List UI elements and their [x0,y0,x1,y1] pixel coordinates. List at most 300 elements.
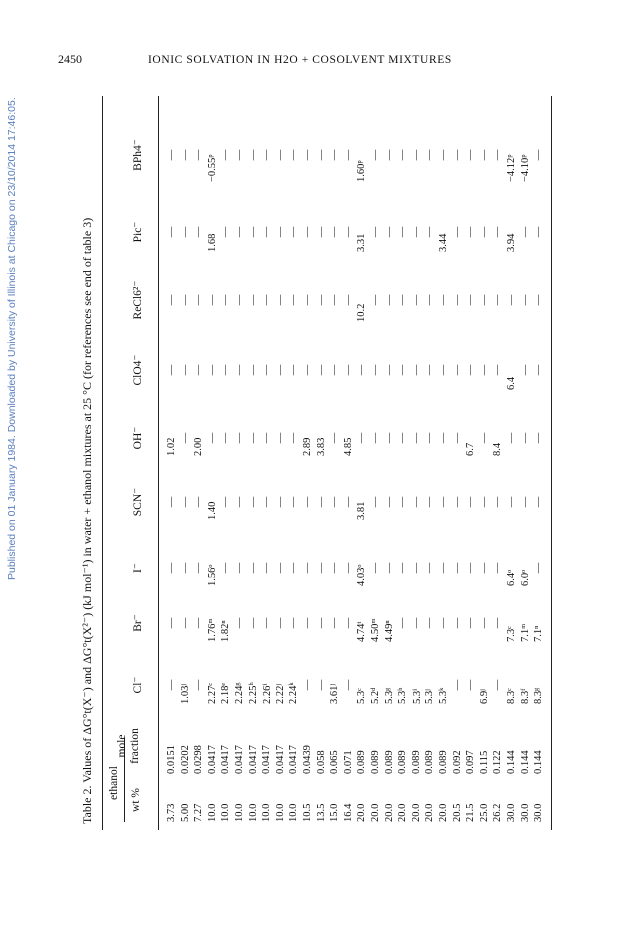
table-cell: — [342,496,354,508]
table-cell: — [465,679,477,691]
table-cell: 1.56ᵒ [206,564,218,586]
table-cell: 0.0417 [220,745,232,774]
table-cell: — [302,149,313,161]
table-cell: 10.0 [206,803,218,822]
table-cell: 10.5 [302,803,313,822]
table-cell: — [166,294,177,306]
table-cell: — [166,149,177,161]
table-cell: — [274,364,286,376]
table-cell: — [383,149,395,161]
table-cell: — [438,562,449,574]
table-cell: −4.10ᵖ [519,154,531,182]
table-caption: Table 2. Values of ΔG°t(X⁻) and ΔG°t(X²⁻) (kJ mol⁻¹) in water + ethanol mixtures at 25 °C (for references see end of table 3) [80,217,94,824]
table-cell: — [424,364,436,376]
table-cell: — [220,496,232,508]
table-cell: 5.3ᶜ [356,688,368,704]
table-cell: — [302,226,313,238]
column-header: Pic⁻ [132,221,144,243]
table-cell: 30.0 [519,803,531,822]
table-cell: 0.065 [329,750,341,774]
table-cell: — [383,226,395,238]
table-cell: 20.0 [356,803,368,822]
table-cell: — [220,226,232,238]
table-cell: 7.27 [193,803,205,822]
table-cell: — [220,562,232,574]
table-cell: 1.76ᵐ [206,618,218,642]
table-cell: — [179,432,191,444]
table-cell: — [492,149,504,161]
table-cell: 3.44 [438,233,449,252]
table-cell: 26.2 [492,803,504,822]
table-cell: 0.089 [370,750,381,774]
table-cell: — [220,364,232,376]
table-cell: 6.4ᵒ [506,569,517,586]
table-cell: — [533,432,545,444]
table-cell: — [492,496,504,508]
table-cell: — [220,149,232,161]
table-cell: — [451,432,463,444]
table-cell: — [234,364,245,376]
table-cell: 6.4 [506,376,517,390]
table-cell: — [288,432,300,444]
table-cell: — [288,149,300,161]
table-cell: — [166,364,177,376]
table-cell: — [370,432,381,444]
table-cell: 10.0 [247,803,259,822]
table-cell: — [302,679,313,691]
table-cell: — [465,226,477,238]
table-cell: — [465,149,477,161]
table-cell: — [261,364,273,376]
table-cell: — [492,617,504,629]
table-cell: — [234,432,245,444]
table-cell: — [397,562,409,574]
column-header: Br⁻ [132,614,144,632]
table-cell: — [519,294,531,306]
table-cell: 1.68 [206,233,218,252]
column-header: Cl⁻ [132,676,144,694]
table-cell: 2.24ᵍ [234,682,245,704]
table-cell: 10.0 [234,803,245,822]
table-cell: 30.0 [506,803,517,822]
table-cell: — [315,679,327,691]
table-cell: — [315,226,327,238]
table-cell: — [274,226,286,238]
table-cell: — [193,679,205,691]
table-cell: — [465,562,477,574]
table-cell: — [261,226,273,238]
table-cell: — [179,496,191,508]
table-cell: — [220,432,232,444]
table-cell: — [370,294,381,306]
column-header: SCN⁻ [132,487,144,517]
running-title: IONIC SOLVATION IN H2O + COSOLVENT MIXTURES [148,54,452,66]
table-cell: 4.03ᵒ [356,564,368,586]
table-cell: 0.115 [478,750,490,774]
table-cell: 6.0ᵒ [519,569,531,586]
table-cell: — [438,617,449,629]
table-cell: 5.00 [179,803,191,822]
group-header-ethanol: ethanol [108,766,120,800]
table-cell: — [410,617,422,629]
table-cell: — [247,364,259,376]
table-cell: 2.27ᶜ [206,682,218,704]
table-cell: — [478,149,490,161]
table-cell: — [342,149,354,161]
table-cell: −4.12ᵖ [506,154,517,182]
table-cell: — [478,617,490,629]
table-cell: — [288,562,300,574]
table-cell: — [234,562,245,574]
table-cell: — [329,364,341,376]
table-cell: — [206,364,218,376]
table-cell: — [438,432,449,444]
table-cell: — [329,294,341,306]
table-cell: 0.144 [519,750,531,774]
table-cell: — [315,617,327,629]
table-cell: — [247,617,259,629]
table-cell: — [410,149,422,161]
table-cell: — [492,562,504,574]
table-cell: — [451,617,463,629]
table-cell: 1.40 [206,501,218,520]
table-cell: — [315,149,327,161]
table-cell: 10.0 [274,803,286,822]
table-cell: — [410,562,422,574]
table-cell: 25.0 [478,803,490,822]
table-cell: — [234,496,245,508]
table-cell: — [274,496,286,508]
table-cell: — [234,294,245,306]
table-cell: — [370,226,381,238]
table-cell: — [492,364,504,376]
table-cell: 10.0 [261,803,273,822]
table-cell: — [410,364,422,376]
table-cell: — [179,617,191,629]
table-cell: 0.089 [424,750,436,774]
table-cell: — [397,226,409,238]
table-cell: — [424,432,436,444]
table-cell: 5.3ⁱ [411,688,423,704]
column-header: OH⁻ [132,426,144,450]
table-bottom-rule [551,96,552,830]
table-cell: 0.0417 [247,745,259,774]
table-cell: — [492,679,504,691]
table-cell: — [234,617,245,629]
table-cell: — [397,432,409,444]
table-cell: — [506,294,517,306]
table-cell: — [397,617,409,629]
table-cell: — [166,562,177,574]
table-cell: — [179,364,191,376]
header-bottom-rule [158,96,159,830]
table-cell: 3.94 [506,233,517,252]
table-cell: — [193,562,205,574]
table-cell: — [451,364,463,376]
table-cell: 8.3ᶜ [506,688,517,704]
table-cell: — [288,364,300,376]
table-cell: 3.81 [356,501,368,520]
table-cell: — [533,562,545,574]
table-cell: 20.0 [397,803,409,822]
table-cell: 20.0 [410,803,422,822]
table-cell: — [274,562,286,574]
table-cell: — [206,432,218,444]
table-cell: 0.0417 [234,745,245,774]
table-cell: — [533,364,545,376]
table-cell: — [370,562,381,574]
table-cell: — [329,149,341,161]
table-cell: — [179,294,191,306]
table-cell: 2.89 [302,437,313,456]
table-cell: — [410,294,422,306]
table-cell: — [451,496,463,508]
table-cell: — [424,294,436,306]
table-cell: 13.5 [315,803,327,822]
table-cell: — [424,562,436,574]
table-cell: 4.74ᵗ [356,621,368,642]
table-cell: — [342,617,354,629]
table-cell: — [370,364,381,376]
table-cell: — [247,226,259,238]
table-cell: 8.3ᶠ [519,688,531,704]
table-cell: — [315,562,327,574]
table-cell: — [492,226,504,238]
table-cell: 1.60ᵖ [356,160,368,182]
table-cell: 2.00 [193,437,205,456]
table-cell: 21.5 [465,803,477,822]
table-cell: — [166,496,177,508]
table-cell: — [315,364,327,376]
table-cell: — [220,294,232,306]
table-cell: — [451,149,463,161]
table-cell: 4.50ᵐ [370,618,381,642]
table-cell: 5.3ᵏ [438,687,449,704]
table-cell: 0.089 [410,750,422,774]
table-cell: — [193,294,205,306]
table-cell: — [261,562,273,574]
table-cell: 3.83 [315,437,327,456]
table-cell: 0.089 [356,750,368,774]
table-cell: 0.0202 [179,745,191,774]
watermark-text: Published on 01 January 1984. Downloaded by University of Illinois at Chicago on 23/10/2014 17:46:05. [6,97,18,580]
table-cell: 0.097 [465,750,477,774]
column-header: ClO4⁻ [132,354,144,386]
table-cell: — [342,226,354,238]
table-cell: 10.2 [356,303,368,322]
table-cell: — [288,226,300,238]
table-cell: 2.18ᵉ [220,682,232,704]
table-cell: — [166,226,177,238]
table-cell: — [274,432,286,444]
table-cell: — [370,496,381,508]
table-cell: — [261,432,273,444]
table-cell: — [288,617,300,629]
table-cell: — [397,149,409,161]
table-cell: — [261,496,273,508]
table-cell: — [478,226,490,238]
table-cell: — [274,149,286,161]
table-cell: — [329,617,341,629]
table-cell: 16.4 [342,803,354,822]
table-cell: 0.089 [383,750,395,774]
table-cell: 0.0417 [261,745,273,774]
table-cell: 6.7 [465,442,477,456]
table-cell: — [206,294,218,306]
table-cell: — [247,562,259,574]
table-cell: — [451,226,463,238]
table-cell: 1.03ʲ [179,683,191,704]
table-cell: 8.4 [492,442,504,456]
table-cell: — [193,364,205,376]
column-header: ReCl6²⁻ [132,280,144,320]
table-cell: 0.0417 [206,745,218,774]
column-header: mole fraction [116,728,141,764]
table-cell: — [451,294,463,306]
table-cell: — [519,496,531,508]
table-cell: — [288,294,300,306]
column-header: wt % [130,788,142,812]
table-cell: — [234,149,245,161]
table-cell: — [478,562,490,574]
table-cell: — [193,226,205,238]
table-cell: 0.071 [342,750,354,774]
table-cell: 20.0 [424,803,436,822]
table-cell: — [410,226,422,238]
table-cell: — [438,294,449,306]
table-cell: — [506,432,517,444]
table-cell: 5.3ʰ [397,687,409,704]
column-header: I⁻ [132,563,144,573]
table-cell: — [315,294,327,306]
table-cell: 0.058 [315,750,327,774]
table-cell: 2.24ᵏ [288,682,300,704]
table-cell: — [410,432,422,444]
table-cell: 1.02 [166,437,177,456]
table-cell: — [383,562,395,574]
table-cell: — [424,149,436,161]
table-cell: — [166,617,177,629]
table-cell: 2.22ʲ [274,683,286,704]
table-cell: — [383,432,395,444]
table-cell: — [302,496,313,508]
table-cell: — [370,149,381,161]
table-cell: — [519,432,531,444]
table-cell: 0.089 [438,750,449,774]
table-cell: 20.0 [383,803,395,822]
table-cell: — [478,294,490,306]
page-number: 2450 [58,52,82,66]
table-cell: — [533,294,545,306]
table-cell: — [342,364,354,376]
table-cell: 3.73 [166,803,177,822]
table-cell: 20.5 [451,803,463,822]
page-header [58,52,458,72]
table-cell: — [302,364,313,376]
table-cell: — [261,149,273,161]
table-cell: 0.089 [397,750,409,774]
table-cell: — [179,562,191,574]
table-cell: 0.0417 [288,745,300,774]
table-cell: — [451,679,463,691]
table-cell: — [383,294,395,306]
table-2 [72,90,562,830]
table-cell: 20.0 [370,803,381,822]
table-cell: — [261,294,273,306]
table-cell: — [261,617,273,629]
table-cell: — [315,496,327,508]
table-cell: — [533,149,545,161]
table-cell: — [424,496,436,508]
table-cell: — [397,496,409,508]
table-cell: — [478,496,490,508]
table-cell: 0.092 [451,750,463,774]
table-cell: 0.144 [506,750,517,774]
table-cell: — [424,226,436,238]
table-cell: — [342,562,354,574]
table-cell: — [478,432,490,444]
table-cell: 7.1ᵐ [519,623,531,642]
table-cell: — [329,432,341,444]
table-cell: 3.61ʲ [329,683,341,704]
table-cell: — [193,149,205,161]
table-cell: — [356,432,368,444]
table-cell: — [383,364,395,376]
table-cell: 10.0 [220,803,232,822]
table-cell: 2.26ⁱ [262,683,274,704]
table-cell: — [356,364,368,376]
table-cell: — [465,617,477,629]
table-cell: 0.0439 [302,745,313,774]
table-cell: — [302,562,313,574]
table-cell: 3.31 [356,233,368,252]
table-cell: — [342,294,354,306]
table-cell: 0.122 [492,750,504,774]
table-cell: — [519,364,531,376]
table-cell: — [329,496,341,508]
table-cell: — [533,226,545,238]
table-cell: — [247,149,259,161]
table-frame [72,90,562,830]
table-cell: — [193,617,205,629]
table-cell: 4.49ⁿ [383,620,395,642]
table-cell: — [438,496,449,508]
table-cell: — [274,617,286,629]
table-cell: 1.82ⁿ [220,620,232,642]
table-cell: 0.144 [533,750,545,774]
table-cell: 5.3ᵍ [383,687,395,704]
table-cell: 7.3ᶜ [506,626,517,642]
table-cell: — [247,294,259,306]
table-cell: — [179,149,191,161]
table-cell: — [533,496,545,508]
table-cell: — [288,496,300,508]
table-cell: 5.2ᵈ [370,687,381,704]
table-cell: −0.55ᵖ [206,154,218,182]
table-cell: — [397,364,409,376]
table-cell: — [329,562,341,574]
table-cell: — [465,364,477,376]
table-cell: — [302,617,313,629]
table-cell: — [478,364,490,376]
table-cell: 8.3ᵍ [533,687,545,704]
table-cell: 0.0151 [166,745,177,774]
table-cell: — [302,294,313,306]
table-cell: — [179,226,191,238]
table-cell: — [438,149,449,161]
table-cell: 15.0 [329,803,341,822]
table-cell: — [234,226,245,238]
